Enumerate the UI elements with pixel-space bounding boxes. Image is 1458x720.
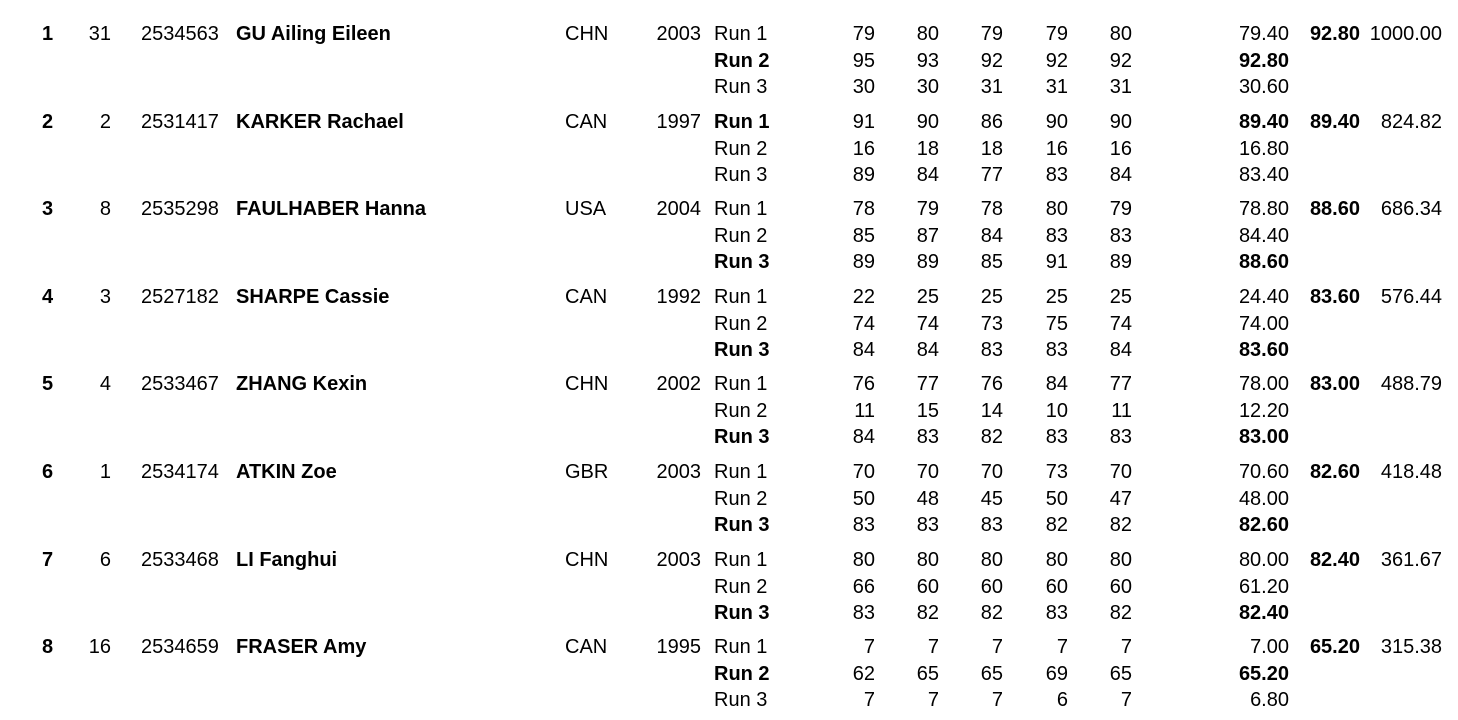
judge-score: 80	[1109, 548, 1132, 571]
run-row	[0, 687, 1458, 714]
fis-points: 824.82	[1380, 110, 1442, 133]
rank: 1	[42, 23, 54, 45]
run-row	[0, 486, 1458, 513]
judge-score: 79	[852, 23, 875, 45]
judge-score: 80	[1109, 23, 1132, 45]
judge-score: 85	[852, 225, 875, 248]
judge-score: 80	[916, 23, 939, 45]
best-score: 65.20	[1309, 636, 1360, 659]
rank: 2	[42, 110, 54, 133]
athlete-name: ATKIN Zoe	[236, 460, 337, 483]
judge-score: 7	[863, 636, 875, 659]
judge-score: 45	[980, 487, 1003, 510]
judge-score: 70	[1109, 460, 1132, 483]
judge-score: 83	[980, 338, 1003, 361]
year-of-birth: 1992	[656, 285, 701, 308]
judge-score: 25	[980, 285, 1003, 308]
judge-score: 60	[980, 575, 1003, 598]
run-label: Run 3	[714, 426, 770, 449]
fis-code: 2535298	[141, 198, 219, 221]
run-score: 82.40	[1238, 601, 1289, 624]
athlete-row	[0, 350, 1458, 449]
judge-score: 65	[1109, 663, 1132, 686]
bib-number: 1	[99, 460, 111, 483]
rank: 3	[42, 198, 54, 221]
judge-score: 83	[852, 601, 875, 624]
judge-score: 70	[980, 460, 1003, 483]
rank: 5	[42, 373, 54, 396]
athlete-row	[0, 613, 1458, 712]
bib-number: 4	[99, 373, 111, 396]
fis-code: 2531417	[141, 110, 219, 133]
judge-score: 74	[852, 312, 875, 335]
judge-score: 84	[1109, 163, 1132, 186]
judge-score: 82	[916, 601, 939, 624]
judge-score: 82	[1109, 601, 1132, 624]
judge-score: 31	[1109, 76, 1132, 98]
fis-code: 2527182	[141, 285, 219, 308]
judge-score: 7	[1120, 636, 1132, 659]
judge-score: 84	[980, 225, 1003, 248]
run-label: Run 3	[714, 689, 768, 712]
judge-score: 79	[1045, 23, 1068, 45]
judge-score: 10	[1045, 400, 1068, 423]
athlete-name: KARKER Rachael	[236, 110, 404, 133]
judge-score: 83	[1045, 163, 1068, 186]
run-score: 83.40	[1238, 163, 1289, 186]
judge-score: 89	[852, 251, 875, 274]
judge-score: 7	[991, 689, 1003, 712]
run-label: Run 1	[714, 285, 768, 308]
run-label: Run 3	[714, 76, 768, 98]
nation-code: CHN	[565, 373, 609, 396]
year-of-birth: 2002	[656, 373, 701, 396]
run-row	[0, 136, 1458, 163]
year-of-birth: 1995	[656, 636, 701, 659]
fis-points: 576.44	[1380, 285, 1442, 308]
judge-score: 89	[916, 251, 939, 274]
rank: 6	[42, 460, 54, 483]
run-row	[0, 634, 1458, 661]
judge-score: 74	[1109, 312, 1132, 335]
judge-score: 30	[916, 76, 939, 98]
fis-code: 2533467	[141, 373, 219, 396]
bib-number: 16	[88, 636, 111, 659]
judge-score: 66	[852, 575, 875, 598]
judge-score: 7	[1056, 636, 1068, 659]
fis-points: 686.34	[1380, 198, 1442, 221]
athlete-row	[0, 88, 1458, 186]
run-score: 78.00	[1238, 373, 1289, 396]
judge-score: 31	[980, 76, 1003, 98]
nation-code: CAN	[565, 285, 608, 308]
run-score: 83.60	[1238, 338, 1289, 361]
run-row	[0, 21, 1458, 48]
judge-score: 25	[916, 285, 939, 308]
run-row	[0, 311, 1458, 338]
athlete-name: LI Fanghui	[236, 548, 338, 571]
judge-score: 73	[1045, 460, 1068, 483]
bib-number: 8	[99, 198, 111, 221]
best-score: 83.00	[1309, 373, 1360, 396]
judge-score: 82	[1109, 513, 1132, 536]
run-label: Run 3	[714, 513, 770, 536]
run-score: 12.20	[1238, 400, 1289, 423]
run-row	[0, 109, 1458, 136]
run-score: 7.00	[1250, 636, 1289, 659]
judge-score: 79	[916, 198, 939, 221]
judge-score: 80	[980, 548, 1003, 571]
judge-score: 84	[852, 426, 875, 449]
nation-code: CAN	[565, 636, 608, 659]
judge-score: 18	[916, 137, 939, 160]
judge-score: 18	[980, 137, 1003, 160]
run-label: Run 1	[714, 460, 768, 483]
fis-points: 1000.00	[1369, 23, 1442, 45]
run-score: 92.80	[1238, 50, 1289, 72]
judge-score: 84	[1045, 373, 1068, 396]
judge-score: 76	[852, 373, 875, 396]
run-label: Run 2	[714, 663, 770, 686]
judge-score: 6	[1056, 689, 1068, 712]
bib-number: 3	[99, 285, 111, 308]
judge-score: 16	[1045, 137, 1068, 160]
judge-score: 84	[916, 338, 939, 361]
judge-score: 7	[991, 636, 1003, 659]
run-score: 82.60	[1238, 513, 1289, 536]
run-row	[0, 574, 1458, 601]
run-row	[0, 547, 1458, 574]
judge-score: 83	[1045, 601, 1068, 624]
best-score: 88.60	[1309, 198, 1360, 221]
judge-score: 7	[1120, 689, 1132, 712]
judge-score: 92	[1109, 50, 1132, 72]
run-label: Run 1	[714, 198, 768, 221]
judge-score: 48	[916, 487, 939, 510]
run-label: Run 2	[714, 50, 770, 72]
fis-points: 418.48	[1380, 460, 1442, 483]
rank: 4	[42, 285, 54, 308]
run-label: Run 2	[714, 312, 768, 335]
nation-code: CHN	[565, 23, 609, 45]
fis-code: 2534174	[141, 460, 219, 483]
run-label: Run 1	[714, 548, 768, 571]
judge-score: 16	[852, 137, 875, 160]
run-label: Run 2	[714, 225, 768, 248]
run-score: 83.00	[1238, 426, 1289, 449]
run-label: Run 2	[714, 487, 768, 510]
athlete-name: FAULHABER Hanna	[236, 198, 427, 221]
rank: 7	[42, 548, 54, 571]
judge-score: 47	[1109, 487, 1132, 510]
run-score: 48.00	[1238, 487, 1289, 510]
judge-score: 80	[916, 548, 939, 571]
judge-score: 83	[980, 513, 1003, 536]
run-label: Run 2	[714, 575, 768, 598]
judge-score: 84	[852, 338, 875, 361]
run-row	[0, 223, 1458, 250]
judge-score: 89	[1109, 251, 1132, 274]
run-score: 79.40	[1238, 23, 1289, 45]
nation-code: CAN	[565, 110, 608, 133]
judge-score: 69	[1045, 663, 1068, 686]
judge-score: 50	[852, 487, 875, 510]
athlete-name: ZHANG Kexin	[236, 373, 368, 396]
judge-score: 7	[927, 689, 939, 712]
run-row	[0, 48, 1458, 75]
judge-score: 25	[1109, 285, 1132, 308]
run-score: 16.80	[1238, 137, 1289, 160]
judge-score: 82	[1045, 513, 1068, 536]
run-score: 88.60	[1238, 251, 1289, 274]
judge-score: 82	[980, 426, 1003, 449]
judge-score: 22	[852, 285, 875, 308]
run-row	[0, 284, 1458, 311]
judge-score: 83	[916, 513, 939, 536]
run-label: Run 1	[714, 636, 768, 659]
judge-score: 92	[980, 50, 1003, 72]
run-label: Run 3	[714, 251, 770, 274]
judge-score: 78	[852, 198, 875, 221]
judge-score: 73	[980, 312, 1003, 335]
judge-score: 65	[916, 663, 939, 686]
judge-score: 84	[916, 163, 939, 186]
judge-score: 15	[916, 400, 939, 423]
judge-score: 70	[852, 460, 875, 483]
run-score: 74.00	[1238, 312, 1289, 335]
judge-score: 60	[1045, 575, 1068, 598]
judge-score: 78	[980, 198, 1003, 221]
athlete-row	[0, 263, 1458, 361]
judge-score: 80	[1045, 548, 1068, 571]
run-score: 70.60	[1238, 460, 1289, 483]
fis-code: 2534659	[141, 636, 219, 659]
year-of-birth: 1997	[656, 110, 701, 133]
judge-score: 50	[1045, 487, 1068, 510]
run-label: Run 3	[714, 601, 770, 624]
judge-score: 79	[1109, 198, 1132, 221]
run-label: Run 1	[714, 110, 770, 133]
year-of-birth: 2004	[656, 198, 701, 221]
judge-score: 83	[1109, 225, 1132, 248]
judge-score: 77	[1109, 373, 1132, 396]
judge-score: 14	[980, 400, 1003, 423]
judge-score: 85	[980, 251, 1003, 274]
run-score: 89.40	[1238, 110, 1289, 133]
judge-score: 76	[980, 373, 1003, 396]
judge-score: 83	[1045, 338, 1068, 361]
run-label: Run 2	[714, 400, 768, 423]
run-label: Run 2	[714, 137, 768, 160]
athlete-name: FRASER Amy	[236, 636, 367, 659]
judge-score: 25	[1045, 285, 1068, 308]
judge-score: 65	[980, 663, 1003, 686]
judge-score: 90	[1045, 110, 1068, 133]
judge-score: 87	[916, 225, 939, 248]
judge-score: 83	[916, 426, 939, 449]
athlete-row	[0, 0, 1458, 98]
judge-score: 60	[1109, 575, 1132, 598]
run-label: Run 1	[714, 23, 768, 45]
run-score: 30.60	[1238, 76, 1289, 98]
judge-score: 77	[980, 163, 1003, 186]
run-score: 84.40	[1238, 225, 1289, 248]
judge-score: 83	[1045, 426, 1068, 449]
judge-score: 90	[916, 110, 939, 133]
best-score: 83.60	[1309, 285, 1360, 308]
run-score: 24.40	[1238, 285, 1289, 308]
athlete-row	[0, 438, 1458, 536]
athlete-row	[0, 175, 1458, 274]
bib-number: 31	[88, 23, 111, 45]
judge-score: 30	[852, 76, 875, 98]
judge-score: 83	[1109, 426, 1132, 449]
judge-score: 95	[852, 50, 875, 72]
run-row	[0, 661, 1458, 688]
judge-score: 92	[1045, 50, 1068, 72]
bib-number: 2	[99, 110, 111, 133]
judge-score: 75	[1045, 312, 1068, 335]
fis-code: 2534563	[141, 23, 219, 45]
athlete-name: GU Ailing Eileen	[236, 23, 391, 45]
fis-points: 315.38	[1380, 636, 1442, 659]
year-of-birth: 2003	[656, 23, 701, 45]
judge-score: 11	[854, 400, 875, 423]
run-row	[0, 371, 1458, 398]
judge-score: 84	[1109, 338, 1132, 361]
run-label: Run 1	[714, 373, 768, 396]
nation-code: GBR	[565, 460, 609, 483]
best-score: 89.40	[1309, 110, 1360, 133]
run-score: 6.80	[1250, 689, 1289, 712]
run-score: 61.20	[1238, 575, 1289, 598]
judge-score: 91	[852, 110, 875, 133]
judge-score: 90	[1109, 110, 1132, 133]
rank: 8	[42, 636, 54, 659]
best-score: 82.40	[1309, 548, 1360, 571]
athlete-row	[0, 526, 1458, 624]
judge-score: 86	[980, 110, 1003, 133]
judge-score: 79	[980, 23, 1003, 45]
judge-score: 83	[1045, 225, 1068, 248]
judge-score: 74	[916, 312, 939, 335]
best-score: 82.60	[1309, 460, 1360, 483]
nation-code: USA	[565, 198, 607, 221]
run-score: 78.80	[1238, 198, 1289, 221]
run-row	[0, 196, 1458, 223]
nation-code: CHN	[565, 548, 609, 571]
run-row	[0, 398, 1458, 425]
run-label: Run 3	[714, 163, 768, 186]
judge-score: 7	[863, 689, 875, 712]
judge-score: 80	[852, 548, 875, 571]
year-of-birth: 2003	[656, 460, 701, 483]
run-score: 65.20	[1238, 663, 1289, 686]
judge-score: 70	[916, 460, 939, 483]
judge-score: 82	[980, 601, 1003, 624]
run-score: 80.00	[1238, 548, 1289, 571]
judge-score: 83	[852, 513, 875, 536]
run-label: Run 3	[714, 338, 770, 361]
best-score: 92.80	[1309, 23, 1360, 45]
fis-code: 2533468	[141, 548, 219, 571]
fis-points: 361.67	[1380, 548, 1442, 571]
judge-score: 91	[1045, 251, 1068, 274]
judge-score: 31	[1045, 76, 1068, 98]
year-of-birth: 2003	[656, 548, 701, 571]
judge-score: 60	[916, 575, 939, 598]
athlete-name: SHARPE Cassie	[236, 285, 390, 308]
judge-score: 80	[1045, 198, 1068, 221]
run-row	[0, 459, 1458, 486]
fis-points: 488.79	[1380, 373, 1442, 396]
judge-score: 16	[1109, 137, 1132, 160]
bib-number: 6	[99, 548, 111, 571]
judge-score: 7	[927, 636, 939, 659]
judge-score: 77	[916, 373, 939, 396]
judge-score: 93	[916, 50, 939, 72]
judge-score: 11	[1111, 400, 1132, 423]
judge-score: 62	[852, 663, 875, 686]
judge-score: 89	[852, 163, 875, 186]
